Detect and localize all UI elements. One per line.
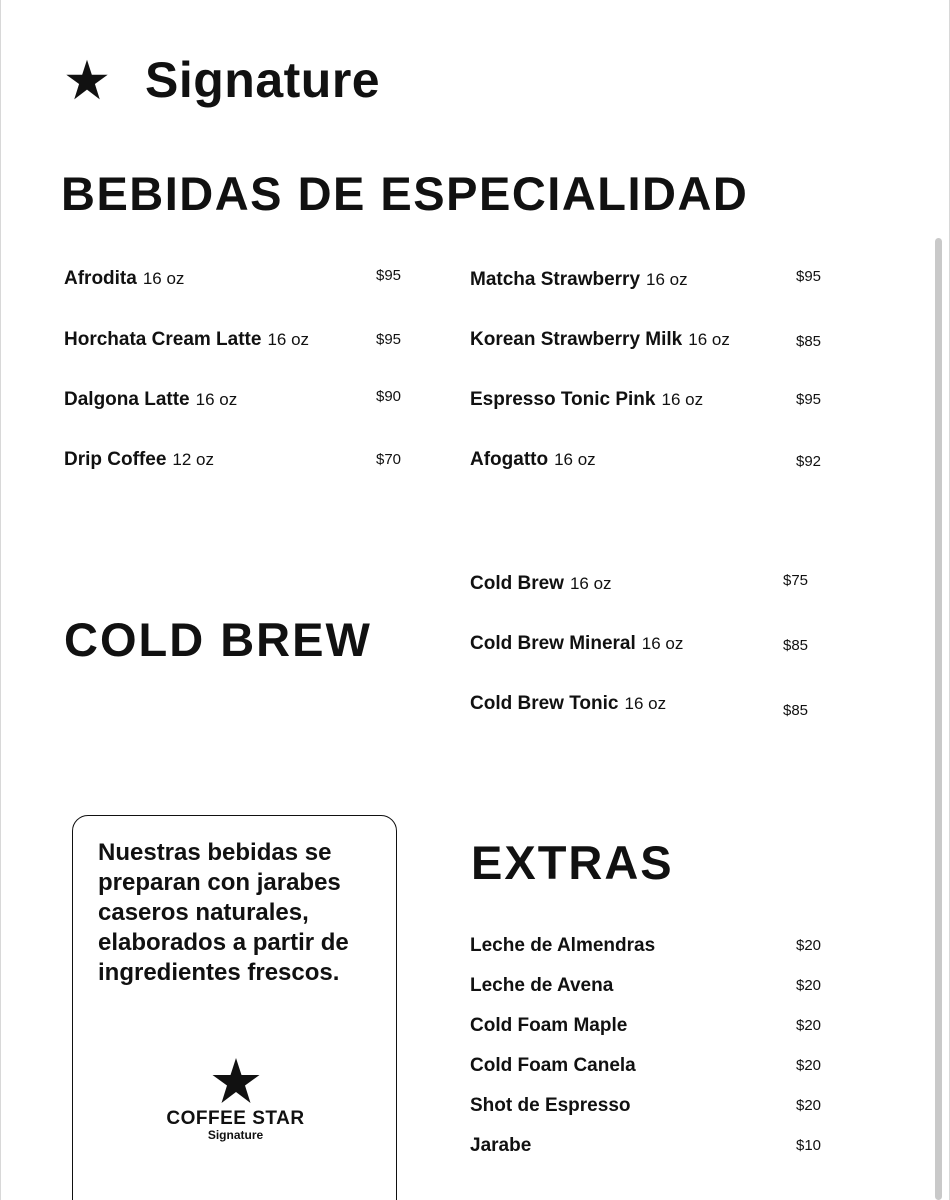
item-name-text bbox=[64, 325, 309, 355]
item-price: $70 bbox=[376, 451, 402, 468]
item-price: $95 bbox=[376, 331, 402, 348]
item-name: Shot de Espresso bbox=[470, 1095, 631, 1116]
item-name: Horchata Cream Latte bbox=[64, 329, 262, 350]
item-price: $20 bbox=[796, 1057, 822, 1074]
item-name: Cold Brew Tonic bbox=[470, 693, 619, 714]
item-size: 16 oz bbox=[195, 390, 238, 409]
item-price: $90 bbox=[376, 388, 402, 405]
item-name: Espresso Tonic Pink bbox=[470, 389, 656, 410]
item-price: $20 bbox=[796, 937, 822, 954]
info-card bbox=[72, 815, 397, 1200]
item-size: 16 oz bbox=[142, 269, 185, 288]
item-name-text bbox=[470, 385, 703, 415]
item-name-text bbox=[470, 629, 683, 659]
item-size: 16 oz bbox=[624, 694, 667, 713]
menu-item bbox=[470, 265, 830, 295]
item-size: 16 oz bbox=[661, 390, 704, 409]
item-name: Afogatto bbox=[470, 449, 549, 470]
section-title-especialidad: BEBIDAS DE ESPECIALIDAD bbox=[61, 167, 749, 220]
item-name: Matcha Strawberry bbox=[470, 269, 641, 290]
item-name: Korean Strawberry Milk bbox=[470, 329, 683, 350]
item-name-text bbox=[470, 445, 596, 475]
menu-item bbox=[470, 1051, 830, 1081]
scrollbar[interactable] bbox=[935, 238, 942, 1200]
item-price: $20 bbox=[796, 1097, 822, 1114]
item-size: 16 oz bbox=[641, 634, 684, 653]
item-price: $85 bbox=[783, 637, 809, 654]
item-size: 16 oz bbox=[554, 450, 596, 469]
brand-title: Signature bbox=[145, 52, 381, 108]
menu-item bbox=[470, 1131, 830, 1161]
info-card-text: Nuestras bebidas se preparan con jarabes caseros naturales, elaborados a partir de ingredientes frescos. bbox=[98, 839, 349, 986]
item-name-text bbox=[470, 689, 666, 719]
item-price: $20 bbox=[796, 977, 822, 994]
item-name-text bbox=[64, 445, 214, 475]
menu-item bbox=[470, 569, 815, 599]
item-name-text bbox=[470, 325, 730, 355]
item-size: 16 oz bbox=[646, 270, 688, 289]
menu-item bbox=[470, 931, 830, 961]
menu-item bbox=[64, 445, 409, 475]
item-name: Cold Foam Maple bbox=[470, 1015, 628, 1036]
menu-item bbox=[470, 1091, 830, 1121]
item-name-text bbox=[64, 264, 184, 294]
item-name-text bbox=[64, 385, 237, 415]
menu-item bbox=[470, 689, 815, 719]
star-icon bbox=[65, 58, 109, 102]
menu-item bbox=[470, 385, 830, 415]
item-size: 16 oz bbox=[569, 574, 612, 593]
menu-item bbox=[470, 629, 815, 659]
menu-item bbox=[470, 445, 830, 475]
menu-item bbox=[64, 385, 409, 415]
item-name: Dalgona Latte bbox=[64, 389, 190, 410]
item-price: $10 bbox=[796, 1137, 822, 1154]
item-size: 12 oz bbox=[172, 450, 214, 469]
menu-item bbox=[64, 264, 409, 294]
item-name-text bbox=[470, 569, 612, 599]
section-title-extras: EXTRAS bbox=[471, 836, 674, 889]
item-name: Leche de Almendras bbox=[470, 935, 656, 956]
item-name-text bbox=[470, 265, 688, 295]
menu-item bbox=[470, 325, 830, 355]
item-price: $95 bbox=[796, 268, 822, 285]
menu-item bbox=[470, 1011, 830, 1041]
section-title-cold-brew: COLD BREW bbox=[64, 613, 372, 666]
coffee-star-logo bbox=[73, 1056, 398, 1142]
item-price: $75 bbox=[783, 572, 809, 589]
item-size: 16 oz bbox=[267, 330, 310, 349]
item-name: Cold Brew bbox=[470, 573, 564, 594]
item-price: $85 bbox=[796, 333, 822, 350]
item-name: Cold Foam Canela bbox=[470, 1055, 636, 1076]
item-name: Cold Brew Mineral bbox=[470, 633, 636, 654]
logo-name: COFFEE STAR bbox=[166, 1108, 305, 1129]
item-name: Afrodita bbox=[64, 268, 137, 289]
star-icon bbox=[210, 1056, 262, 1106]
brand-header bbox=[65, 50, 380, 110]
item-size: 16 oz bbox=[688, 330, 730, 349]
item-price: $20 bbox=[796, 1017, 822, 1034]
item-price: $92 bbox=[796, 453, 822, 470]
item-name: Jarabe bbox=[470, 1135, 532, 1156]
item-name: Drip Coffee bbox=[64, 449, 167, 470]
menu-item bbox=[470, 971, 830, 1001]
item-price: $95 bbox=[796, 391, 822, 408]
logo-subtitle: Signature bbox=[207, 1128, 264, 1142]
item-name: Leche de Avena bbox=[470, 975, 614, 996]
menu-item bbox=[64, 325, 409, 355]
item-price: $95 bbox=[376, 267, 402, 284]
item-price: $85 bbox=[783, 702, 809, 719]
